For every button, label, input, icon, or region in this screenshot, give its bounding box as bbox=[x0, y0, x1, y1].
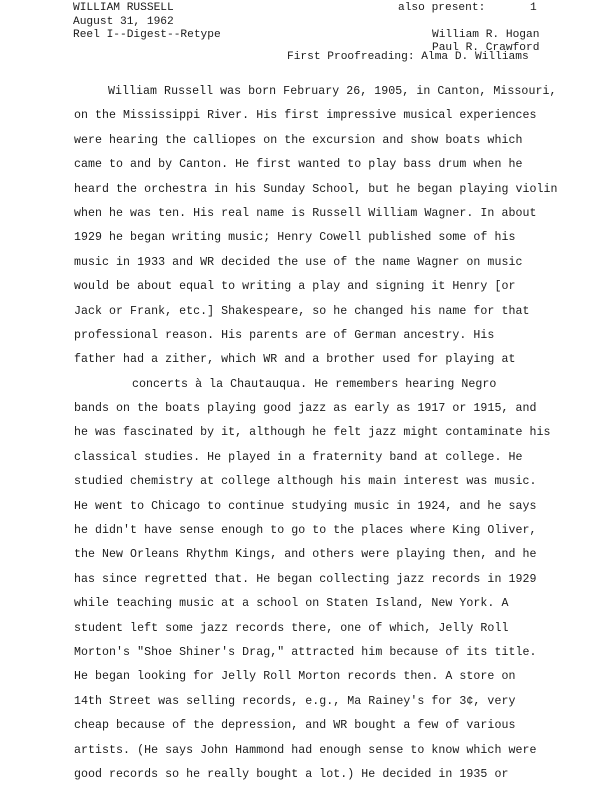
text-line: 14th Street was selling records, e.g., Ma Rainey's for 3¢, very bbox=[74, 694, 516, 708]
text-line: Jack or Frank, etc.] Shakespeare, so he changed his name for that bbox=[74, 304, 530, 318]
text-line: cheap because of the depression, and WR bought a few of various bbox=[74, 719, 516, 733]
header-right-block bbox=[398, 2, 540, 54]
text-line: artists. (He says John Hammond had enough sense to know which were bbox=[74, 743, 537, 757]
reel-label: Reel I--Digest--Retype bbox=[73, 29, 221, 42]
text-line: He began looking for Jelly Roll Morton records then. A store on bbox=[74, 670, 516, 684]
text-line: father had a zither, which WR and a brother used for playing at bbox=[74, 353, 516, 367]
interviewee-name: WILLIAM RUSSELL bbox=[73, 2, 174, 14]
transcript-body bbox=[74, 80, 599, 787]
text-line: student left some jazz records there, one of which, Jelly Roll bbox=[74, 621, 509, 635]
text-line: heard the orchestra in his Sunday School, but he began playing violin bbox=[74, 182, 558, 196]
text-line: has since regretted that. He began collecting jazz records in 1929 bbox=[74, 572, 537, 586]
text-line: classical studies. He played in a fraternity band at college. He bbox=[74, 450, 523, 464]
text-line: he didn't have sense enough to go to the places where King Oliver, bbox=[74, 524, 537, 538]
text-line: music in 1933 and WR decided the use of the name Wagner on music bbox=[74, 255, 523, 269]
header-left-block bbox=[73, 2, 221, 43]
text-line: professional reason. His parents are of German ancestry. His bbox=[74, 328, 495, 342]
text-line: came to and by Canton. He first wanted to play bass drum when he bbox=[74, 158, 523, 172]
proofreading-credit: First Proofreading: Alma D. Williams bbox=[287, 51, 529, 63]
text-line: were hearing the calliopes on the excursion and show boats which bbox=[74, 133, 523, 147]
presenter-name: Paul R. Crawford bbox=[432, 42, 540, 54]
text-line: studied chemistry at college although his main interest was music. bbox=[74, 475, 537, 489]
text-line: concerts à la Chautauqua. He remembers hearing Negro bbox=[132, 377, 497, 391]
text-line: He went to Chicago to continue studying music in 1924, and he says bbox=[74, 499, 537, 513]
text-line: bands on the boats playing good jazz as early as 1917 or 1915, and bbox=[74, 402, 537, 416]
text-line: on the Mississippi River. His first impressive musical experiences bbox=[74, 109, 537, 123]
text-line: Morton's "Shoe Shiner's Drag," attracted him because of its title. bbox=[74, 645, 537, 659]
presenter-name: William R. Hogan bbox=[432, 29, 540, 41]
page-mark: 1 bbox=[530, 2, 537, 14]
text-line: the New Orleans Rhythm Kings, and others were playing then, and he bbox=[74, 548, 537, 562]
text-line: while teaching music at a school on Staten Island, New York. A bbox=[74, 597, 509, 611]
text-line: would be about equal to writing a play and signing it Henry [or bbox=[74, 280, 516, 294]
text-line: when he was ten. His real name is Russell William Wagner. In about bbox=[74, 206, 537, 220]
interview-date: August 31, 1962 bbox=[73, 15, 174, 28]
text-line: William Russell was born February 26, 1905, in Canton, Missouri, bbox=[108, 85, 557, 98]
text-line: 1929 he began writing music; Henry Cowell published some of his bbox=[74, 231, 516, 245]
also-present-label: also present: bbox=[398, 2, 486, 14]
text-line: he was fascinated by it, although he felt jazz might contaminate his bbox=[74, 426, 551, 440]
text-line: good records so he really bought a lot.) He decided in 1935 or bbox=[74, 767, 509, 781]
